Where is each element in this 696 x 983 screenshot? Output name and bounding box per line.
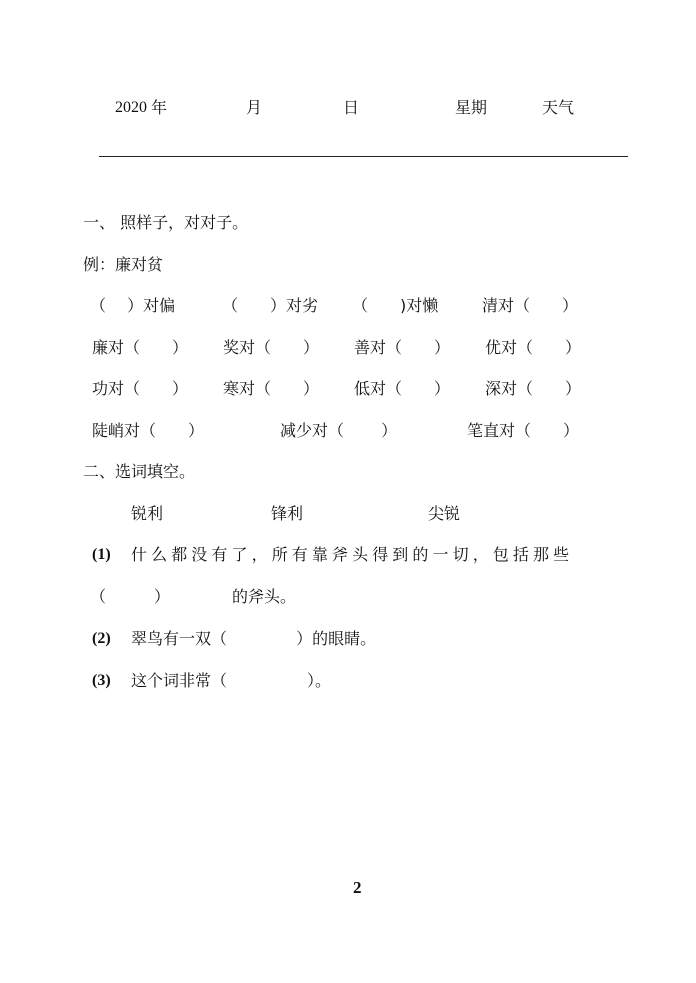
word-option: 尖锐 (428, 504, 461, 523)
answer-blank: （ ） (90, 587, 171, 606)
question-text: 什么都没有了，所有靠斧头得到的一切，包括那些 (131, 545, 574, 564)
question-text: 翠鸟有一双（ ）的眼睛。 (131, 629, 377, 648)
word-option: 锐利 (131, 504, 164, 523)
section1-title: 一、 照样子，对对子。 (83, 213, 249, 232)
pair-item: 寒对（ ） (223, 379, 320, 398)
section2-title: 二、选词填空。 (83, 462, 196, 481)
pair-item: 廉对（ ） (92, 338, 189, 357)
word-option: 锋利 (271, 504, 304, 523)
header-date-row (0, 0, 696, 130)
pair-item: （ )对懒 (352, 296, 439, 315)
pair-item: 清对（ ） (482, 296, 579, 315)
question-number: (3) (92, 672, 111, 689)
header-divider (99, 156, 628, 157)
pair-item: （ ）对劣 (222, 296, 319, 315)
header-year: 2020 (115, 99, 147, 116)
header-weekday: 星期 (455, 98, 488, 117)
pair-item: 笔直对（ ） (467, 421, 580, 440)
pair-item: 陡峭对（ ） (92, 421, 205, 440)
pair-item: 优对（ ） (485, 338, 582, 357)
header-weather: 天气 (542, 98, 575, 117)
pair-item: 深对（ ） (485, 379, 582, 398)
header-day: 日 (343, 98, 360, 117)
pair-item: 善对（ ） (354, 338, 451, 357)
pair-item: （ ）对偏 (90, 296, 176, 315)
question-text: 的斧头。 (232, 587, 297, 606)
header-month: 月 (246, 98, 263, 117)
pair-item: 功对（ ） (92, 379, 189, 398)
header-year-suffix: 年 (151, 98, 168, 117)
page-number: 2 (353, 878, 362, 897)
pair-item: 奖对（ ） (223, 338, 320, 357)
question-number: (1) (92, 546, 111, 563)
pair-item: 减少对（ ） (280, 421, 398, 440)
pair-item: 低对（ ） (354, 379, 451, 398)
section1-example: 例：廉对贫 (83, 255, 164, 274)
question-number: (2) (92, 630, 111, 647)
question-text: 这个词非常（ ）。 (131, 671, 332, 690)
